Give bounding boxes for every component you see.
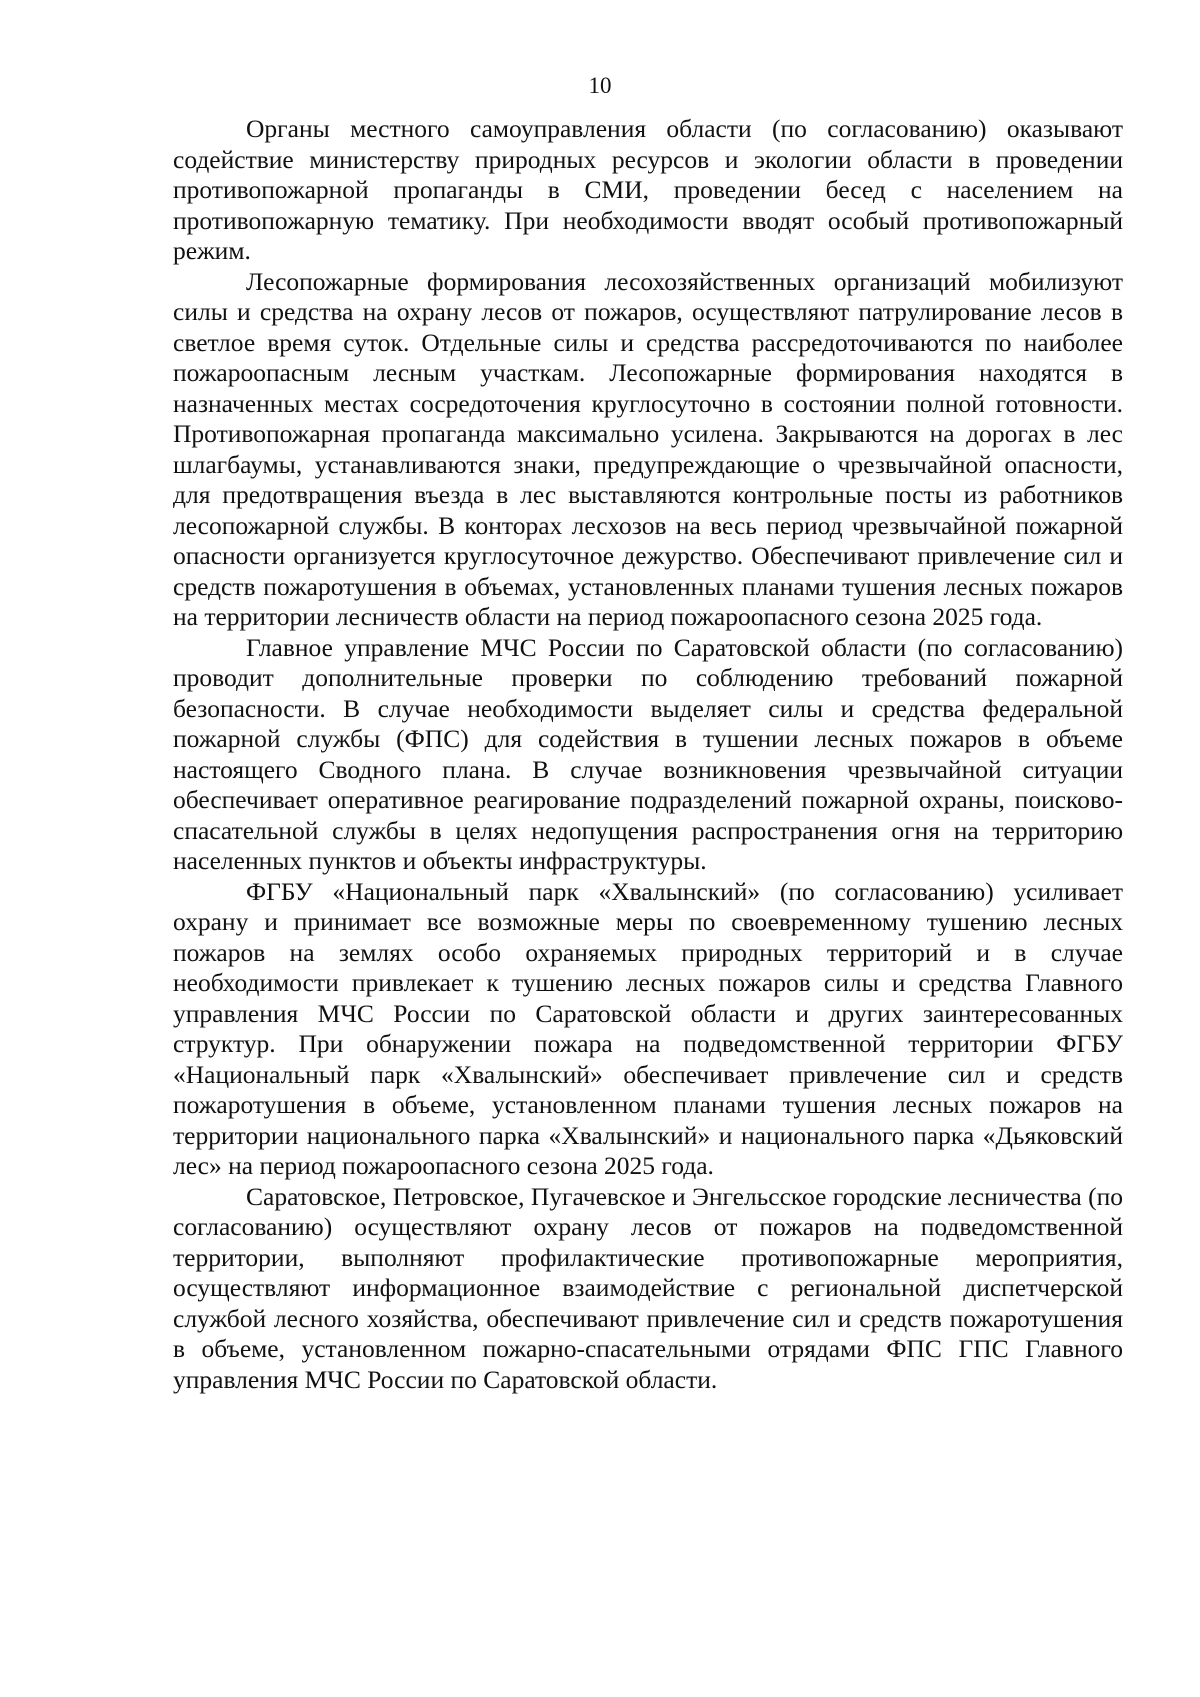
- paragraph-city-forestries: Саратовское, Петровское, Пугачевское и Энгельсское городские лесничества (по согласованию) осуществляют охрану лесов от пожаров на подведомственной территории, выполняют профилактические противопожарные мероприятия, осуществляют информационное взаимодействие с региональной диспетчерской службой лесного хозяйства, обеспечивают привлечение сил и средств пожаротушения в объеме, установленном пожарно-спасательными отрядами ФПС ГПС Главного управления МЧС России по Саратовской области.: [173, 1181, 1123, 1394]
- paragraph-forest-fire-units: Лесопожарные формирования лесохозяйственных организаций мобилизуют силы и средства на охрану лесов от пожаров, осуществляют патрулирование лесов в светлое время суток. Отдельные силы и средства рассредоточиваются по наиболее пожароопасным лесным участкам. Лесопожарные формирования находятся в назначенных местах сосредоточения круглосуточно в состоянии полной готовности. Противопожарная пропаганда максимально усилена. Закрываются на дорогах в лес шлагбаумы, устанавливаются знаки, предупреждающие о чрезвычайной опасности, для предотвращения въезда в лес выставляются контрольные посты из работников лесопожарной службы. В конторах лесхозов на весь период чрезвычайной пожарной опасности организуется круглосуточное дежурство. Обеспечивают привлечение сил и средств пожаротушения в объемах, установленных планами тушения лесных пожаров на территории лесничеств области на период пожароопасного сезона 2025 года.: [173, 266, 1123, 631]
- paragraph-local-authorities: Органы местного самоуправления области (по согласованию) оказывают содействие министерству природных ресурсов и экологии области в проведении противопожарной пропаганды в СМИ, проведении бесед с населением на противопожарную тематику. При необходимости вводят особый противопожарный режим.: [173, 114, 1123, 265]
- page-number: 10: [588, 73, 612, 98]
- document-body: [173, 114, 1123, 1395]
- paragraph-emergency-ministry: Главное управление МЧС России по Саратовской области (по согласованию) проводит дополнительные проверки по соблюдению требований пожарной безопасности. В случае необходимости выделяет силы и средства федеральной пожарной службы (ФПС) для содействия в тушении лесных пожаров в объеме настоящего Сводного плана. В случае возникновения чрезвычайной ситуации обеспечивает оперативное реагирование подразделений пожарной охраны, поисково-спасательной службы в целях недопущения распространения огня на территорию населенных пунктов и объекты инфраструктуры.: [173, 632, 1123, 875]
- paragraph-national-park: ФГБУ «Национальный парк «Хвалынский» (по согласованию) усиливает охрану и принимает все возможные меры по своевременному тушению лесных пожаров на землях особо охраняемых природных территорий и в случае необходимости привлекает к тушению лесных пожаров силы и средства Главного управления МЧС России по Саратовской области и других заинтересованных структур. При обнаружении пожара на подведомственной территории ФГБУ «Национальный парк «Хвалынский» обеспечивает привлечение сил и средств пожаротушения в объеме, установленном планами тушения лесных пожаров на территории национального парка «Хвалынский» и национального парка «Дьяковский лес» на период пожароопасного сезона 2025 года.: [173, 876, 1123, 1180]
